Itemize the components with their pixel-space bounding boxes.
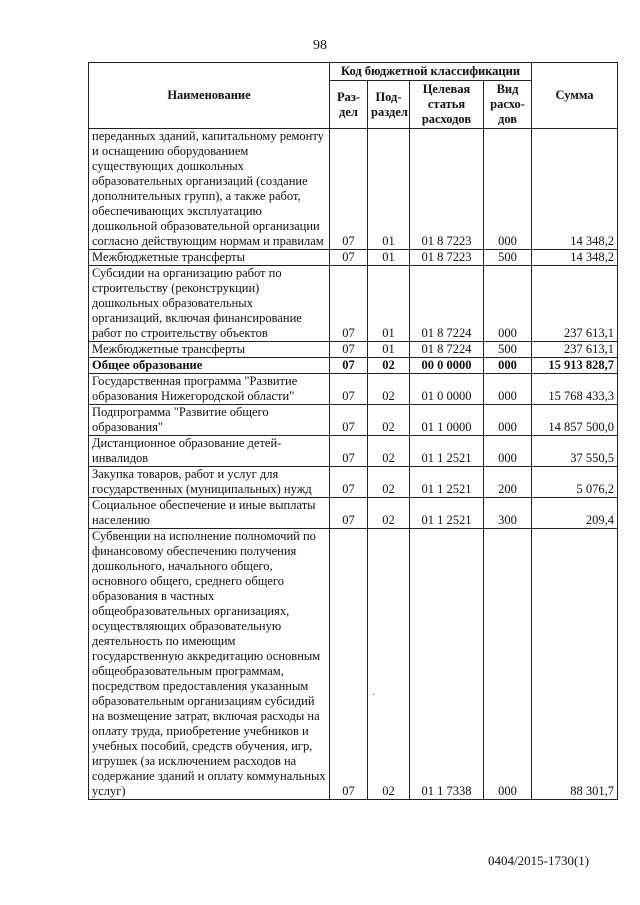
row-target: 01 1 2521 — [410, 498, 484, 529]
table-row — [89, 405, 618, 436]
header-vid: Вид расхо-дов — [484, 81, 532, 129]
row-vid: 000 — [484, 374, 532, 405]
row-vid: 000 — [484, 405, 532, 436]
row-name: Межбюджетные трансферты — [89, 250, 330, 266]
table-row-section-total — [89, 358, 618, 374]
row-target: 01 1 0000 — [410, 405, 484, 436]
row-sum: 14 348,2 — [532, 250, 618, 266]
row-target: 01 0 0000 — [410, 374, 484, 405]
row-name: Закупка товаров, работ и услуг для государственных (муниципальных) нужд — [89, 467, 330, 498]
row-vid: 000 — [484, 358, 532, 374]
row-target: 01 1 2521 — [410, 436, 484, 467]
row-name: Подпрограмма "Развитие общего образования" — [89, 405, 330, 436]
row-target: 01 8 7224 — [410, 266, 484, 342]
row-vid: 200 — [484, 467, 532, 498]
row-name: Дистанционное образование детей-инвалидов — [89, 436, 330, 467]
row-razdel: 07 — [330, 467, 368, 498]
row-target: 01 8 7223 — [410, 250, 484, 266]
table-row — [89, 250, 618, 266]
row-razdel: 07 — [330, 129, 368, 250]
header-sum: Сумма — [532, 63, 618, 129]
row-sum: 15 913 828,7 — [532, 358, 618, 374]
row-razdel: 07 — [330, 358, 368, 374]
page-number: 98 — [313, 38, 327, 53]
row-name: Социальное обеспечение и иные выплаты населению — [89, 498, 330, 529]
row-name: переданных зданий, капитальному ремонту и оснащению оборудованием существующих дошкольных образовательных организаций (создание дополнительных групп), а также работ, обеспечивающих эксплуатацию дошкольной образовательной организации согласно действующим нормам и правилам — [89, 129, 330, 250]
row-vid: 300 — [484, 498, 532, 529]
row-razdel: 07 — [330, 250, 368, 266]
row-sum: 37 550,5 — [532, 436, 618, 467]
header-name: Наименование — [89, 63, 330, 129]
row-name: Субвенции на исполнение полномочий по финансовому обеспечению получения дошкольного, начального общего, основного общего, среднего общего образования в частных общеобразовательных организациях, осуществляющих образовательную деятельность по имеющим государственную аккредитацию основным общеобразовательным программам, посредством предоставления указанным образовательным организациям субсидий на возмещение затрат, включая расходы на оплату труда, приобретение учебников и учебных пособий, средств обучения, игр, игрушек (за исключением расходов на содержание зданий и оплату коммунальных услуг) — [89, 529, 330, 800]
row-sum: 5 076,2 — [532, 467, 618, 498]
row-vid: 500 — [484, 342, 532, 358]
table-row — [89, 374, 618, 405]
row-target: 00 0 0000 — [410, 358, 484, 374]
row-razdel: 07 — [330, 498, 368, 529]
row-target: 01 1 7338 — [410, 529, 484, 800]
row-podrazdel: 02 — [368, 358, 410, 374]
row-vid: 000 — [484, 436, 532, 467]
row-razdel: 07 — [330, 405, 368, 436]
table-row — [89, 266, 618, 342]
row-vid: 500 — [484, 250, 532, 266]
row-sum: 14 857 500,0 — [532, 405, 618, 436]
header-budget-classification: Код бюджетной классификации — [330, 63, 532, 81]
row-sum: 15 768 433,3 — [532, 374, 618, 405]
row-podrazdel: 01 — [368, 250, 410, 266]
row-podrazdel: 01 — [368, 342, 410, 358]
table-row — [89, 342, 618, 358]
row-podrazdel: 02 — [368, 405, 410, 436]
row-podrazdel: 02 — [368, 374, 410, 405]
row-name: Субсидии на организацию работ по строительству (реконструкции) дошкольных образовательных организаций, включая финансирование работ по строительству объектов — [89, 266, 330, 342]
row-vid: 000 — [484, 266, 532, 342]
document-code: 0404/2015-1730(1) — [488, 853, 590, 868]
header-podrazdel: Под-раздел — [368, 81, 410, 129]
header-target: Целевая статья расходов — [410, 81, 484, 129]
row-vid: 000 — [484, 529, 532, 800]
row-sum: 237 613,1 — [532, 266, 618, 342]
row-razdel: 07 — [330, 529, 368, 800]
row-razdel: 07 — [330, 436, 368, 467]
row-sum: 88 301,7 — [532, 529, 618, 800]
row-podrazdel: 02 — [368, 467, 410, 498]
header-razdel: Раз-дел — [330, 81, 368, 129]
scan-speck: · — [372, 690, 376, 701]
row-target: 01 1 2521 — [410, 467, 484, 498]
table-row — [89, 436, 618, 467]
row-podrazdel: 01 — [368, 266, 410, 342]
row-razdel: 07 — [330, 342, 368, 358]
row-target: 01 8 7224 — [410, 342, 484, 358]
row-razdel: 07 — [330, 266, 368, 342]
row-sum: 14 348,2 — [532, 129, 618, 250]
budget-table — [88, 62, 618, 800]
row-name: Общее образование — [89, 358, 330, 374]
table-row — [89, 498, 618, 529]
row-podrazdel: 01 — [368, 129, 410, 250]
row-razdel: 07 — [330, 374, 368, 405]
table-row — [89, 129, 618, 250]
table-row — [89, 467, 618, 498]
row-sum: 209,4 — [532, 498, 618, 529]
row-name: Межбюджетные трансферты — [89, 342, 330, 358]
table-row — [89, 529, 618, 800]
row-podrazdel: 02 — [368, 436, 410, 467]
row-podrazdel: 02 — [368, 529, 410, 800]
row-podrazdel: 02 — [368, 498, 410, 529]
row-target: 01 8 7223 — [410, 129, 484, 250]
row-vid: 000 — [484, 129, 532, 250]
row-name: Государственная программа "Развитие образования Нижегородской области" — [89, 374, 330, 405]
row-sum: 237 613,1 — [532, 342, 618, 358]
